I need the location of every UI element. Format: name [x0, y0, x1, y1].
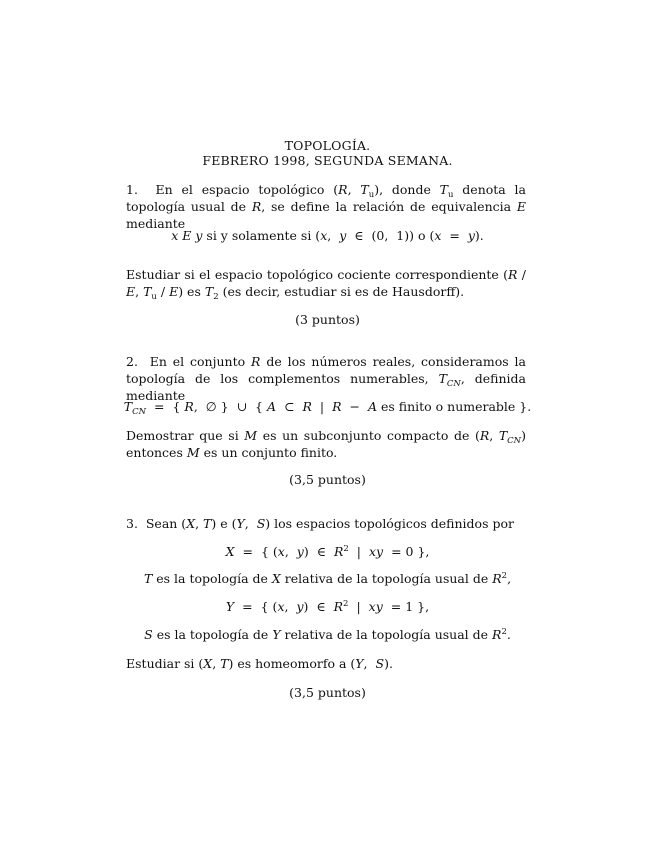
problem-2-points: (3,5 puntos) — [289, 472, 366, 487]
problem-1-formula: x E y si y solamente si (x, y ∈ (0, 1)) o (x = y). — [171, 228, 484, 243]
page-title: TOPOLOGÍA. — [284, 138, 371, 153]
problem-2-task: Demostrar que si M es un subconjunto compacto de (R, $T_{CN}$) entonces M es un conjunto finito. — [126, 428, 527, 460]
problem-3-formula-y: Y = { (x, y) ∈ $R^2$ | xy = 1 }, — [225, 599, 430, 614]
problem-3-task: Estudiar si (X, T) es homeomorfo a (Y, S). — [126, 656, 393, 671]
problem-1-points: (3 puntos) — [295, 312, 360, 327]
problem-1-intro: 1. En el espacio topológico (R, $T_u$), donde $T_u$ denota la topología usual de R, se define la relación de equivalencia E mediante — [126, 182, 527, 231]
problem-2-intro: 2. En el conjunto R de los números reales, consideramos la topología de los complementos numerables, $T_{CN}$, definida mediante — [126, 354, 526, 403]
page-subtitle: FEBRERO 1998, SEGUNDA SEMANA. — [202, 153, 453, 168]
problem-1-task: Estudiar si el espacio topológico cociente correspondiente (R / E, $T_u / E$) es $T_2$ (es decir, estudiar si es de Hausdorff). — [126, 267, 526, 302]
problem-2-formula: $T_{CN}$ = { R, ∅ } ∪ { A ⊂ R | R − A es finito o numerable }. — [123, 399, 532, 417]
problem-3-text-t: T es la topología de X relativa de la topología usual de $R^2$, — [143, 571, 512, 586]
problem-3-points: (3,5 puntos) — [289, 685, 366, 700]
problem-3-intro: 3. Sean (X, T) e (Y, S) los espacios topológicos definidos por — [126, 516, 514, 531]
problem-3-formula-x: X = { (x, y) ∈ $R^2$ | xy = 0 }, — [225, 544, 430, 559]
problem-3-text-s: S es la topología de Y relativa de la topología usual de $R^2$. — [144, 627, 511, 642]
